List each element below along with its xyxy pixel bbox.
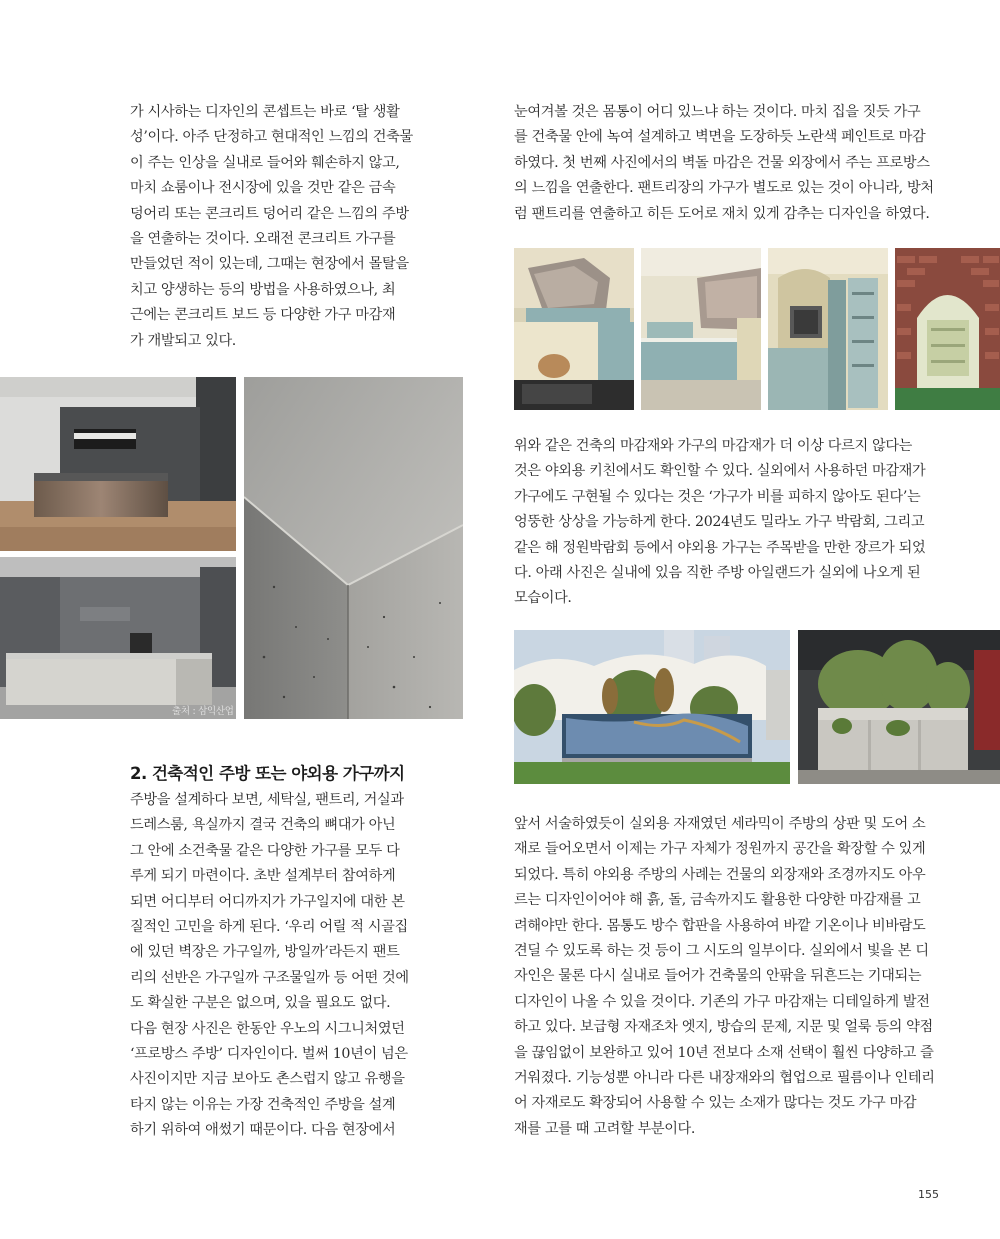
- text-line: 에 있던 벽장은 가구일까, 방일까’라든지 팬트: [130, 944, 400, 961]
- text-line: 치고 양생하는 등의 방법을 사용하였으나, 최: [130, 281, 396, 298]
- outdoor-kitchen-photo-2: [798, 630, 1000, 784]
- text-line: 루게 되기 마련이다. 초반 설계부터 참여하게: [130, 868, 396, 885]
- text-line: 가 개발되고 있다.: [130, 332, 236, 349]
- text-line: 위와 같은 건축의 마감재와 가구의 마감재가 더 이상 다르지 않다는: [514, 438, 913, 454]
- paragraph-text: [130, 788, 540, 1144]
- text-line: 만들었던 적이 있는데, 그때는 현장에서 몰탈을: [130, 256, 409, 273]
- right-top-paragraph: [514, 100, 944, 227]
- text-line: 을 연출하는 것이다. 오래전 콘크리트 가구를: [130, 231, 396, 248]
- page-number: 155: [918, 1188, 939, 1201]
- text-line: 의 느낌을 연출한다. 팬트리장의 가구가 별도로 있는 것이 아니라, 방처: [514, 180, 934, 197]
- text-line: 을 끊임없이 보완하고 있어 10년 전보다 소재 선택이 훨씬 다양하고 즐: [514, 1044, 934, 1061]
- text-line: 하기 위하여 애썼기 때문이다. 다음 현장에서: [130, 1122, 396, 1139]
- text-line: 마치 쇼룸이나 전시장에 있을 것만 같은 금속: [130, 180, 396, 197]
- text-line: 그 안에 소건축물 같은 다양한 가구를 모두 다: [130, 842, 400, 859]
- photo-caption: 출처 : 삼익산업: [172, 706, 234, 717]
- left-bottom-section: [130, 760, 540, 1144]
- text-line: 럼 팬트리를 연출하고 히든 도어로 재치 있게 감추는 디자인을 하였다.: [514, 205, 930, 222]
- text-line: 같은 해 정원박람회 등에서 야외용 가구는 주목받을 만한 장르가 되었: [514, 539, 926, 556]
- paragraph-text: [130, 100, 540, 354]
- text-line: 재로 들어오면서 이제는 가구 자체가 정원까지 공간을 확장할 수 있게: [514, 841, 926, 858]
- provence-kitchen-photo-3: [768, 248, 888, 410]
- text-line: 려해야만 한다. 몸통도 방수 합판을 사용하여 바깥 기온이나 비바람도: [514, 917, 926, 934]
- text-line: 엉뚱한 상상을 가능하게 한다. 2024년도 밀라노 가구 박람회, 그리고: [514, 514, 925, 531]
- text-line: 이 주는 인상을 실내로 들어와 훼손하지 않고,: [130, 154, 400, 171]
- right-middle-paragraph: [514, 434, 944, 612]
- text-line: 견딜 수 있도록 하는 것 등이 그 시도의 일부이다. 실외에서 빛을 본 디: [514, 943, 929, 960]
- concrete-corner-closeup-photo: [244, 377, 463, 719]
- text-line: 재를 고를 때 고려할 부분이다.: [514, 1120, 696, 1137]
- text-line: ‘프로방스 주방’ 디자인이다. 벌써 10년이 넘은: [130, 1046, 408, 1063]
- text-line: 되면 어디부터 어디까지가 가구일지에 대한 본: [130, 893, 405, 910]
- paragraph-text: [514, 100, 944, 227]
- text-line: 타지 않는 이유는 가장 건축적인 주방을 설계: [130, 1096, 396, 1113]
- text-line: 를 건축물 안에 녹여 설계하고 벽면을 도장하듯 노란색 페인트로 마감: [514, 129, 926, 146]
- text-line: 가 시사하는 디자인의 콘셉트는 바로 ‘탈 생활: [130, 104, 400, 120]
- text-line: 다음 현장 사진은 한동안 우노의 시그니처였던: [130, 1020, 405, 1037]
- text-line: 눈여겨볼 것은 몸통이 어디 있느냐 하는 것이다. 마치 집을 짓듯 가구: [514, 104, 921, 120]
- provence-kitchen-photo-1: [514, 248, 634, 410]
- text-line: 도 확실한 구분은 없으며, 있을 필요도 없다.: [130, 995, 391, 1012]
- left-top-paragraph: [130, 100, 540, 354]
- text-line: 디자인이 나올 수 있을 것이다. 기존의 가구 마감재는 디테일하게 발전: [514, 993, 930, 1010]
- text-line: 주방을 설계하다 보면, 세탁실, 팬트리, 거실과: [130, 792, 404, 808]
- text-line: 르는 디자인이어야 해 흙, 돌, 금속까지도 활용한 다양한 마감재를 고: [514, 892, 921, 909]
- text-line: 근에는 콘크리트 보드 등 다양한 가구 마감재: [130, 307, 396, 324]
- text-line: 것은 야외용 키친에서도 확인할 수 있다. 실외에서 사용하던 마감재가: [514, 463, 926, 480]
- concrete-kitchen-photo-2: [0, 557, 236, 719]
- text-line: 하고 있다. 보급형 자재조차 엣지, 방습의 문제, 지문 및 얼룩 등의 약점: [514, 1019, 933, 1036]
- text-line: 사진이지만 지금 보아도 촌스럽지 않고 유행을: [130, 1071, 405, 1088]
- text-line: 다. 아래 사진은 실내에 있음 직한 주방 아일랜드가 실외에 나오게 된: [514, 565, 921, 582]
- text-line: 거워졌다. 기능성뿐 아니라 다른 내장재와의 협업으로 필름이나 인테리: [514, 1070, 935, 1087]
- text-line: 리의 선반은 가구일까 구조물일까 등 어떤 것에: [130, 969, 409, 986]
- text-line: 앞서 서술하였듯이 실외용 자재였던 세라믹이 주방의 상판 및 도어 소: [514, 816, 926, 832]
- text-line: 덩어리 또는 콘크리트 덩어리 같은 느낌의 주방: [130, 205, 409, 222]
- text-line: 성’이다. 아주 단정하고 현대적인 느낌의 건축물: [130, 129, 413, 146]
- concrete-kitchen-photo-1: [0, 377, 236, 551]
- outdoor-kitchen-photo-1: [514, 630, 790, 784]
- provence-kitchen-photo-4: [895, 248, 1000, 410]
- text-line: 드레스룸, 욕실까지 결국 건축의 뼈대가 아닌: [130, 817, 396, 834]
- section-heading: 2. 건축적인 주방 또는 야외용 가구까지: [130, 764, 405, 783]
- provence-kitchen-photo-2: [641, 248, 761, 410]
- text-line: 되었다. 특히 야외용 주방의 사례는 건물의 외장재와 조경까지도 아우: [514, 866, 926, 883]
- paragraph-text: [514, 812, 944, 1142]
- text-line: 자인은 물론 다시 실내로 들어가 건축물의 안팎을 뒤흔드는 기대되는: [514, 968, 922, 985]
- paragraph-text: [514, 434, 944, 612]
- text-line: 모습이다.: [514, 590, 572, 607]
- text-line: 하였다. 첫 번째 사진에서의 벽돌 마감은 건물 외장에서 주는 프로방스: [514, 154, 930, 171]
- text-line: 어 자재로도 확장되어 사용할 수 있는 소재가 많다는 것도 가구 마감: [514, 1095, 917, 1112]
- right-bottom-paragraph: [514, 812, 944, 1142]
- text-line: 질적인 고민을 하게 된다. ‘우리 어릴 적 시골집: [130, 919, 408, 936]
- text-line: 가구에도 구현될 수 있다는 것은 ‘가구가 비를 피하지 않아도 된다’는: [514, 488, 921, 505]
